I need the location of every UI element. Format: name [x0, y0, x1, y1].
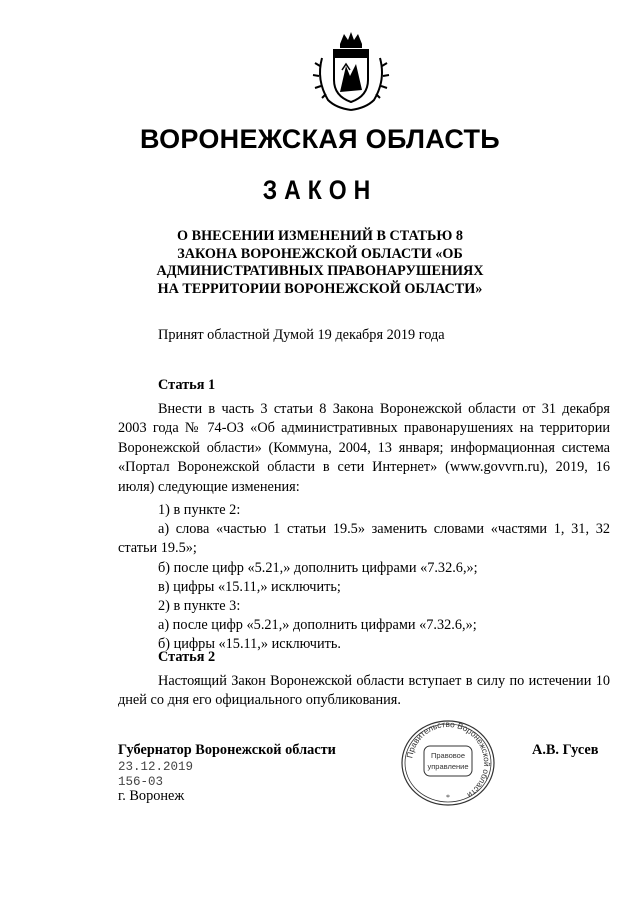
svg-text:*: *: [446, 793, 450, 802]
list-item: б) после цифр «5.21,» дополнить цифрами «7.32.6,»;: [158, 560, 478, 576]
region-title: ВОРОНЕЖСКАЯ ОБЛАСТЬ: [139, 124, 501, 154]
seal-outer-text: Правительство Воронежской области: [404, 718, 493, 801]
seal-inner-line: Правовое: [430, 751, 466, 760]
law-title-line: АДМИНИСТРАТИВНЫХ ПРАВОНАРУШЕНИЯХ: [156, 263, 484, 279]
law-title: [150, 228, 490, 298]
list-item: а) слова «частью 1 статьи 19.5» заменить словами «частями 1, 31, 32 статьи 19.5»;: [118, 521, 610, 557]
list-item: а) после цифр «5.21,» дополнить цифрами «7.32.6,»;: [158, 617, 477, 633]
document-type: ЗАКОН: [262, 174, 378, 205]
article-2-text: Настоящий Закон Воронежской области вступает в силу по истечении 10 дней со дня его официального опубликования.: [118, 673, 610, 709]
governor-name: А.В. Гусев: [532, 742, 599, 758]
city: г. Воронеж: [118, 788, 185, 804]
official-seal: [398, 718, 498, 808]
adoption-note: Принят областной Думой 19 декабря 2019 года: [158, 327, 445, 343]
governor-title: Губернатор Воронежской области: [118, 742, 336, 758]
registration-stamp: [118, 760, 193, 789]
law-title-line: ЗАКОНА ВОРОНЕЖСКОЙ ОБЛАСТИ «ОБ: [177, 245, 463, 262]
article-2-heading: Статья 2: [158, 649, 216, 665]
list-item: 2) в пункте 3:: [158, 598, 241, 614]
list-item: б) цифры «15.11,» исключить.: [158, 636, 341, 652]
coat-of-arms-icon: [312, 30, 390, 112]
law-title-line: НА ТЕРРИТОРИИ ВОРОНЕЖСКОЙ ОБЛАСТИ»: [157, 280, 483, 297]
registration-date: 23.12.2019: [118, 760, 194, 774]
law-title-line: О ВНЕСЕНИИ ИЗМЕНЕНИЙ В СТАТЬЮ 8: [177, 228, 463, 244]
article-1-intro: Внести в часть 3 статьи 8 Закона Воронежской области от 31 декабря 2003 года № 74-ОЗ «Об административных правонарушениях на территории Воронежской области» (Коммуна, 2004, 13 января; информационная система «Портал Воронежской области в сети Интернет» (www.govvrn.ru), 2019, 16 июля) следующие изменения:: [118, 401, 610, 495]
seal-inner-line: управление: [427, 762, 469, 771]
list-item: 1) в пункте 2:: [158, 502, 241, 518]
registration-number: 156-03: [118, 774, 164, 789]
article-1-heading: Статья 1: [158, 377, 216, 393]
list-item: в) цифры «15.11,» исключить;: [158, 579, 341, 595]
